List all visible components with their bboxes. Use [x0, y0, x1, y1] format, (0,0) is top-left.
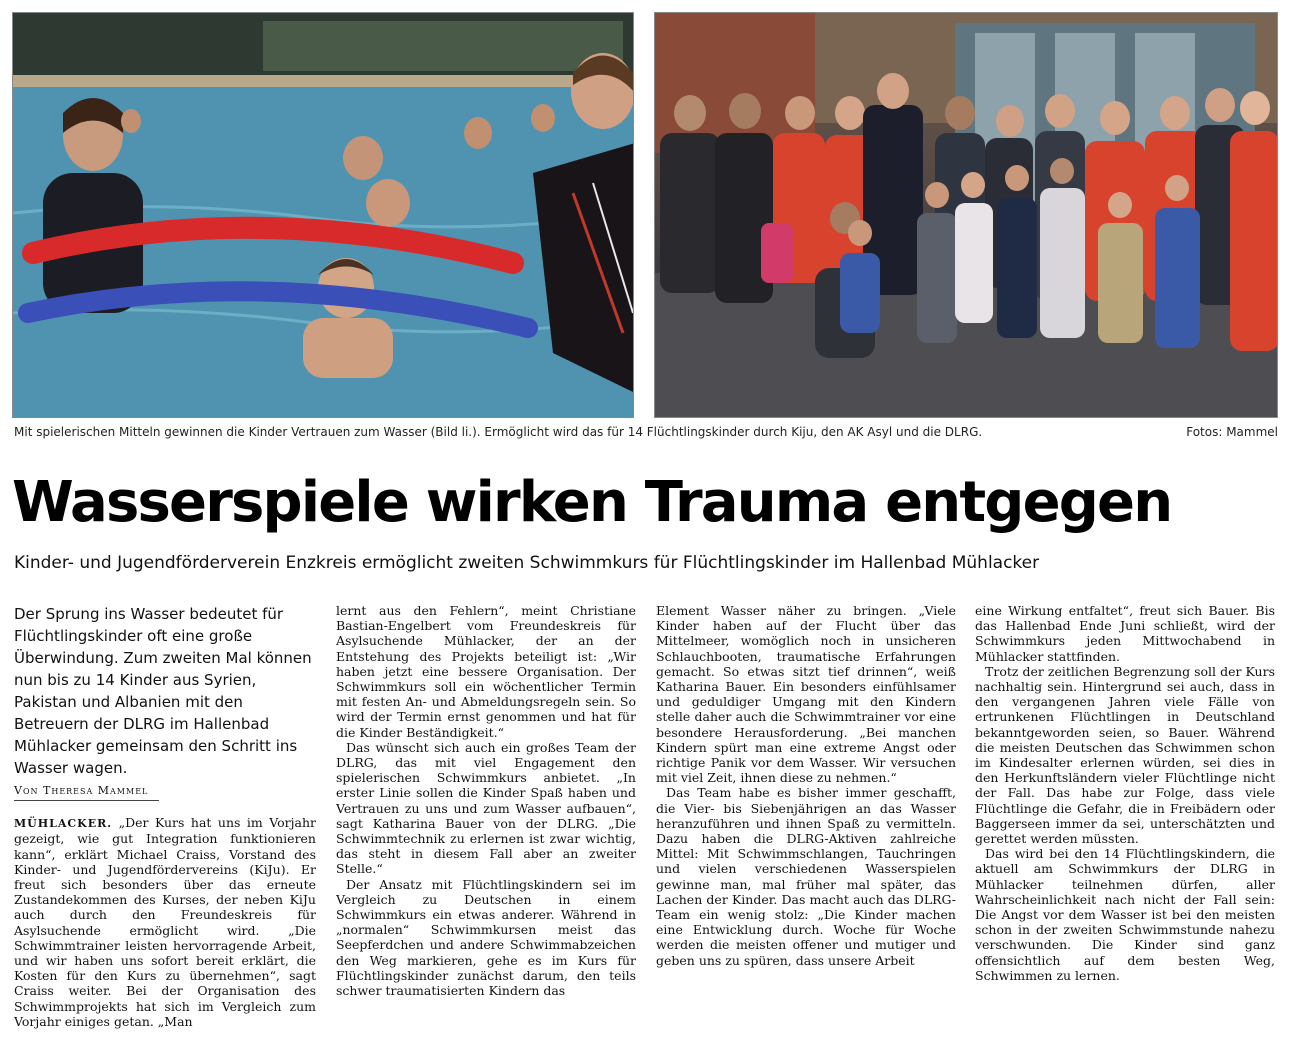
article-column-4: [975, 603, 1275, 983]
article-column-2: [336, 603, 636, 998]
article-teaser: Der Sprung ins Wasser bedeutet für Flüchtlingskinder oft eine große Überwindung. Zum zweiten Mal können nun bis zu 14 Kinder aus Syrien, Pakistan und Albanien mit den Betreuern der DLRG im Hallenbad Mühlacker gemeinsam den Schritt ins Wasser wagen.: [14, 605, 312, 777]
photo-credit: Fotos: Mammel: [1186, 425, 1278, 439]
paragraph: Trotz der zeitlichen Begrenzung soll der Kurs nachhaltig sein. Hintergrund sei auch, dass in den vergangenen Jahren viele Fälle von ertrunkenen Flüchtlingen in Deutschland bekanntgeworden seien, so Bauer. Während die meisten Deutschen das Schwimmen schon im Kindesalter erlernen würden, sei dies in den Herkunftsländern vieler Flüchtlinge nicht der Fall. Das habe zur Folge, dass viele Flüchtlinge die Gefahr, die in Freibädern oder Baggerseen immer da sei, unterschätzten und gerettet werden müssten.: [975, 663, 1275, 847]
byline: Von Theresa Mammel: [14, 783, 159, 801]
swimming-pool-photo-icon: [13, 13, 634, 418]
article-column-1: [14, 603, 316, 1029]
photo-caption: [14, 425, 1278, 439]
paragraph: Der Ansatz mit Flüchtlingskindern sei im Vergleich zu Deutschen in einem Schwimmkurs ein etwas anderer. Während in „normalen“ Schwimmkursen meist das Seepferdchen und andere Schwimmabzeichen den Weg markieren, gehe es im Kurs für Flüchtlingskinder zunächst darum, den teils schwer traumatisierten Kindern das: [336, 876, 636, 999]
caption-text: Mit spielerischen Mitteln gewinnen die Kinder Vertrauen zum Wasser (Bild li.). Ermöglicht wird das für 14 Flüchtlingskinder durch Kiju, den AK Asyl und die DLRG.: [14, 425, 983, 439]
dateline: MÜHLACKER.: [14, 817, 113, 831]
paragraph: Element Wasser näher zu bringen. „Viele Kinder haben auf der Flucht über das Mittelmeer, womöglich noch in unsicheren Schlauchbooten, traumatische Erfahrungen gemacht. So etwas sitzt tief drinnen“, weiß Katharina Bauer. Ein besonders einfühlsamer und geduldiger Umgang mit den Kindern stelle daher auch die Schwimmtrainer vor eine besondere Herausforderung. „Bei manchen Kindern spürt man eine extreme Angst oder richtige Panik vor dem Wasser. Wir versuchen mit viel Zeit, ihnen diese zu nehmen.“: [656, 603, 956, 786]
subheadline: Kinder- und Jugendförderverein Enzkreis ermöglicht zweiten Schwimmkurs für Flüchtlingskinder im Hallenbad Mühlacker: [14, 553, 1040, 573]
article-column-3: [656, 603, 956, 968]
group-photo-icon: [655, 13, 1278, 418]
pool-photo: [12, 12, 634, 418]
group-photo: [654, 12, 1278, 418]
headline: Wasserspiele wirken Trauma entgegen: [12, 470, 1172, 535]
paragraph: Das wird bei den 14 Flüchtlingskindern, die aktuell am Schwimmkurs der DLRG in Mühlacker teilnehmen dürfen, aller Wahrscheinlichkeit nach nicht der Fall sein: Die Angst vor dem Wasser ist bei den meisten schon in der zweiten Schwimmstunde nahezu verschwunden. Die Kinder sind ganz offensichtlich auf dem besten Weg, Schwimmen zu lernen.: [975, 846, 1275, 983]
paragraph: lernt aus den Fehlern“, meint Christiane Bastian-Engelbert vom Freundeskreis für Asylsuchende Mühlacker, der an der Entstehung des Projekts beteiligt ist: „Wir haben jetzt eine bessere Organisation. Der Schwimmkurs soll ein wöchentlicher Termin mit festen An- und Abmeldungsregeln sein. So wird der Termin ernst genommen und hat für die Kinder Beständigkeit.“: [336, 603, 636, 740]
lead-paragraph: [14, 815, 316, 1029]
paragraph: Das Team habe es bisher immer geschafft, die Vier- bis Siebenjährigen an das Wasser heranzuführen und ihnen Spaß zu vermitteln. Dazu haben die DLRG-Aktiven zahlreiche Mittel: Mit Schwimmschlangen, Tauchringen und vielen verschiedenen Wasserspielen gewinne man, mal früher mal später, das Lachen der Kinder. Das macht auch das DLRG-Team ein wenig stolz: „Die Kinder machen eine Entwicklung durch. Woche für Woche werden die meisten offener und mutiger und geben uns zu spüren, dass unsere Arbeit: [656, 785, 956, 968]
lead-text: „Der Kurs hat uns im Vorjahr gezeigt, wie gut Integration funktionieren kann“, erklärt Michael Craiss, Vorstand des Kinder- und Jugendfördervereins (KiJu). Er freut sich besonders über das erneute Zustandekommen des Kurses, der neben KiJu auch durch den Freundeskreis für Asylsuchende ermöglicht wird. „Die Schwimmtrainer leisten hervorragende Arbeit, und wir haben uns sofort bereit erklärt, die Kosten für den Kurs zu übernehmen“, sagt Craiss weiter. Bei der Organisation des Schwimmprojekts hat sich im Vergleich zum Vorjahr einiges getan. „Man: [14, 815, 316, 1029]
paragraph: Das wünscht sich auch ein großes Team der DLRG, das mit viel Engagement den spielerischen Schwimmkurs anbietet. „In erster Linie sollen die Kinder Spaß haben und Vertrauen zu uns und zum Wasser aufbauen“, sagt Katharina Bauer von der DLRG. „Die Schwimmtechnik zu erlernen ist zwar wichtig, das steht in diesem Fall aber an zweiter Stelle.“: [336, 739, 636, 877]
paragraph: eine Wirkung entfaltet“, freut sich Bauer. Bis das Hallenbad Ende Juni schließt, wird der Schwimmkurs jeden Mittwochabend in Mühlacker stattfinden.: [975, 603, 1275, 664]
